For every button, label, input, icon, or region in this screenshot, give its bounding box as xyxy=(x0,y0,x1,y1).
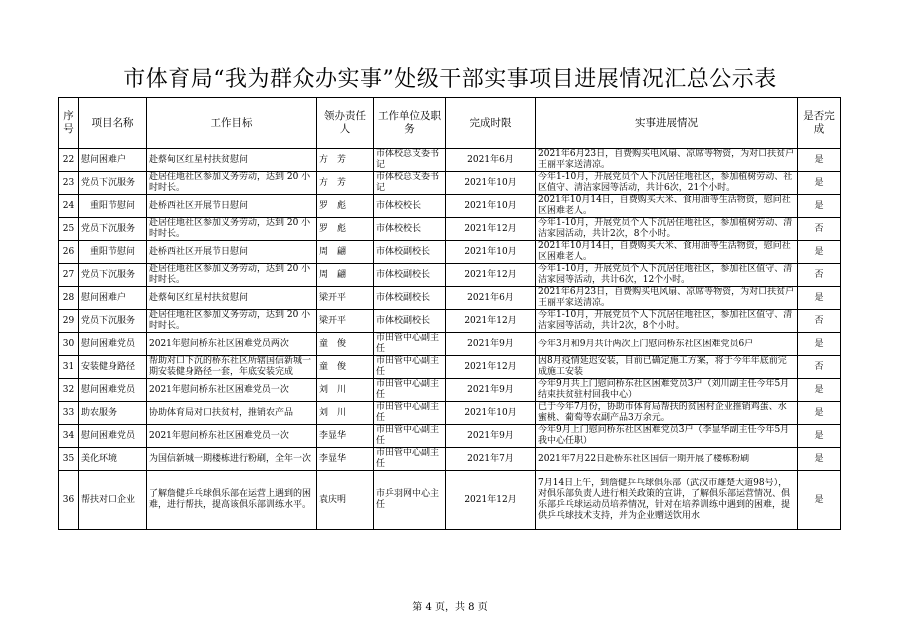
cell-no: 24 xyxy=(59,195,79,218)
cell-no: 29 xyxy=(59,310,79,333)
cell-goal: 为国信新城一期楼栋进行粉刷，全年一次 xyxy=(147,448,317,471)
cell-deadline: 2021年7月 xyxy=(446,448,536,471)
cell-no: 35 xyxy=(59,448,79,471)
cell-progress: 因8月疫情延迟安装，目前已确定施工方案，将于今年年底前完成施工安装 xyxy=(538,356,787,377)
cell-goal: 2021年慰问桥东社区困难党员一次 xyxy=(147,425,317,448)
cell-no: 25 xyxy=(59,218,79,241)
cell-unit: 市田管中心副主任 xyxy=(374,402,446,425)
cell-deadline: 2021年6月 xyxy=(446,149,536,172)
cell-goal: 协助体育局对口扶贫村，推销农产品 xyxy=(147,402,317,425)
cell-done: 是 xyxy=(798,471,841,530)
cell-no: 28 xyxy=(59,287,79,310)
cell-done: 否 xyxy=(798,356,841,379)
table-row xyxy=(59,195,841,218)
cell-goal: 赴蔡甸区红星村扶贫慰问 xyxy=(147,149,317,172)
cell-goal: 2021年慰问桥东社区困难党员一次 xyxy=(147,379,317,402)
cell-project: 美化环境 xyxy=(79,448,147,471)
cell-progress: 今年1-10月，开展党员个人下沉居住地社区，参加社区值守、清洁家园等活动，共计6次，12个小时。 xyxy=(538,264,793,285)
header-no: 序号 xyxy=(59,98,79,149)
cell-project: 党员下沉服务 xyxy=(79,310,147,333)
cell-project: 重阳节慰问 xyxy=(79,195,147,218)
cell-done: 是 xyxy=(798,402,841,425)
cell-no: 36 xyxy=(59,471,79,530)
cell-progress: 2021年10月14日，自费购买大米、食用油等生活物资，慰问社区困难老人。 xyxy=(538,195,791,216)
cell-deadline: 2021年6月 xyxy=(446,287,536,310)
cell-unit: 市田管中心副主任 xyxy=(374,379,446,402)
cell-done: 是 xyxy=(798,241,841,264)
header-done: 是否完成 xyxy=(798,98,841,149)
cell-leader: 梁开平 xyxy=(317,287,374,310)
cell-no: 34 xyxy=(59,425,79,448)
cell-unit: 市田管中心副主任 xyxy=(374,356,446,379)
table-row xyxy=(59,402,841,425)
header-deadline: 完成时限 xyxy=(446,98,536,149)
cell-leader: 刘 川 xyxy=(317,379,374,402)
table-row xyxy=(59,287,841,310)
cell-done: 是 xyxy=(798,195,841,218)
cell-unit: 市体校校长 xyxy=(374,195,446,218)
progress-table xyxy=(58,97,841,530)
table-row xyxy=(59,172,841,195)
page-footer: 第 4 页，共 8 页 xyxy=(412,602,488,613)
cell-project: 重阳节慰问 xyxy=(79,241,147,264)
table-row xyxy=(59,218,841,241)
cell-unit: 市体校副校长 xyxy=(374,264,446,287)
cell-no: 22 xyxy=(59,149,79,172)
cell-no: 33 xyxy=(59,402,79,425)
cell-unit: 市田管中心副主任 xyxy=(374,425,446,448)
cell-leader: 童 俊 xyxy=(317,333,374,356)
cell-leader: 周 翩 xyxy=(317,241,374,264)
table-row xyxy=(59,356,841,379)
cell-progress: 今年9月上门慰问桥东社区困难党员3户（李显华副主任今年5月我中心任职） xyxy=(538,425,790,446)
cell-leader: 周 翩 xyxy=(317,264,374,287)
header-project: 项目名称 xyxy=(79,98,147,149)
cell-progress: 2021年6月23日，自费购买电风扇、凉席等物资，为对口扶贫户王丽平家送清凉。 xyxy=(538,287,795,308)
cell-deadline: 2021年12月 xyxy=(446,264,536,287)
cell-progress: 2021年7月22日赴桥东社区国信一期开展了楼栋粉刷 xyxy=(538,453,750,464)
cell-leader: 罗 彪 xyxy=(317,218,374,241)
cell-deadline: 2021年12月 xyxy=(446,310,536,333)
cell-project: 党员下沉服务 xyxy=(79,218,147,241)
cell-goal: 赴居住地社区参加义务劳动，达到 20 小时时长。 xyxy=(147,264,317,287)
cell-done: 是 xyxy=(798,172,841,195)
cell-leader: 刘 川 xyxy=(317,402,374,425)
cell-project: 慰问困难户 xyxy=(79,287,147,310)
cell-deadline: 2021年12月 xyxy=(446,356,536,379)
cell-project: 党员下沉服务 xyxy=(79,264,147,287)
cell-leader: 罗 彪 xyxy=(317,195,374,218)
cell-deadline: 2021年9月 xyxy=(446,379,536,402)
table-row xyxy=(59,379,841,402)
table-header-row xyxy=(59,98,841,149)
cell-leader: 方 芳 xyxy=(317,172,374,195)
cell-goal: 赴桥西社区开展节日慰问 xyxy=(147,195,317,218)
cell-project: 党员下沉服务 xyxy=(79,172,147,195)
cell-progress: 今年3月和9月共计两次上门慰问桥东社区困难党员6户 xyxy=(538,338,754,349)
table-row xyxy=(59,310,841,333)
cell-no: 32 xyxy=(59,379,79,402)
cell-done: 是 xyxy=(798,379,841,402)
cell-project: 慰问困难党员 xyxy=(79,425,147,448)
cell-goal: 了解詹健乒乓球俱乐部在运营上遇到的困难，进行帮扶，提高该俱乐部训练水平。 xyxy=(147,471,317,530)
cell-project: 慰问困难户 xyxy=(79,149,147,172)
cell-progress: 今年1-10月，开展党员个人下沉居住地社区，参加植树劳动、清洁家园活动，共计2次，8个小时。 xyxy=(538,218,793,239)
cell-deadline: 2021年10月 xyxy=(446,402,536,425)
cell-unit: 市乒羽网中心主任 xyxy=(374,471,446,530)
cell-done: 是 xyxy=(798,448,841,471)
header-progress: 实事进展情况 xyxy=(536,98,798,149)
cell-deadline: 2021年12月 xyxy=(446,471,536,530)
header-goal: 工作目标 xyxy=(147,98,317,149)
cell-progress: 已于今年7月份，协助市体育局帮扶的贫困村企业推销鸡蛋、水蜜桃、葡萄等农副产品3万余元。 xyxy=(538,402,787,423)
table-row xyxy=(59,241,841,264)
cell-no: 26 xyxy=(59,241,79,264)
cell-deadline: 2021年10月 xyxy=(446,195,536,218)
cell-done: 否 xyxy=(798,218,841,241)
cell-unit: 市体校总支委书记 xyxy=(374,149,446,172)
cell-progress: 今年1-10月，开展党员个人下沉居住地社区，参加植树劳动、社区值守、清洁家园等活动，共计6次，21个小时。 xyxy=(538,172,793,193)
cell-deadline: 2021年10月 xyxy=(446,172,536,195)
cell-goal: 赴居住地社区参加义务劳动，达到 20 小时时长。 xyxy=(147,218,317,241)
cell-leader: 袁庆明 xyxy=(317,471,374,530)
cell-project: 慰问困难党员 xyxy=(79,333,147,356)
cell-deadline: 2021年9月 xyxy=(446,425,536,448)
cell-no: 27 xyxy=(59,264,79,287)
cell-unit: 市田管中心副主任 xyxy=(374,448,446,471)
cell-unit: 市体校总支委书记 xyxy=(374,172,446,195)
cell-done: 否 xyxy=(798,310,841,333)
cell-goal: 赴居住地社区参加义务劳动，达到 20 小时时长。 xyxy=(147,310,317,333)
cell-no: 30 xyxy=(59,333,79,356)
header-leader: 领办责任人 xyxy=(317,98,374,149)
cell-progress: 2021年6月23日，自费购买电风扇、凉席等物资，为对口扶贫户王丽平家送清凉。 xyxy=(538,149,795,170)
cell-leader: 李显华 xyxy=(317,448,374,471)
cell-project: 安装健身路径 xyxy=(79,356,147,379)
cell-goal: 赴蔡甸区红星村扶贫慰问 xyxy=(147,287,317,310)
cell-deadline: 2021年9月 xyxy=(446,333,536,356)
cell-leader: 方 芳 xyxy=(317,149,374,172)
cell-done: 是 xyxy=(798,333,841,356)
cell-unit: 市田管中心副主任 xyxy=(374,333,446,356)
cell-goal: 赴居住地社区参加义务劳动，达到 20 小时时长。 xyxy=(147,172,317,195)
table-row xyxy=(59,471,841,530)
table-row xyxy=(59,264,841,287)
table-row xyxy=(59,149,841,172)
cell-progress: 2021年10月14日，自费购买大米、食用油等生活物资，慰问社区困难老人。 xyxy=(538,241,791,262)
cell-leader: 李显华 xyxy=(317,425,374,448)
table-row xyxy=(59,448,841,471)
cell-done: 否 xyxy=(798,264,841,287)
cell-progress: 今年9月共上门慰问桥东社区困难党员3户（刘川副主任今年5月结束扶贫驻村回我中心） xyxy=(538,379,790,400)
cell-done: 是 xyxy=(798,149,841,172)
header-unit: 工作单位及职务 xyxy=(374,98,446,149)
cell-unit: 市体校副校长 xyxy=(374,287,446,310)
cell-done: 是 xyxy=(798,425,841,448)
cell-goal: 2021年慰问桥东社区困难党员两次 xyxy=(147,333,317,356)
cell-leader: 梁开平 xyxy=(317,310,374,333)
cell-leader: 童 俊 xyxy=(317,356,374,379)
cell-goal: 帮助对口下沉的桥东社区所辖国信新城一期安装健身路径一套，年底安装完成 xyxy=(149,356,312,377)
cell-unit: 市体校副校长 xyxy=(374,241,446,264)
cell-unit: 市体校副校长 xyxy=(374,310,446,333)
cell-project: 助农服务 xyxy=(79,402,147,425)
page-title: 市体育局“我为群众办实事”处级干部实事项目进展情况汇总公示表 xyxy=(123,67,777,92)
cell-progress: 7月14日上午，到詹健乒乓球俱乐部（武汉市雄楚大道98号），对俱乐部负责人进行相关政策的宣讲，了解俱乐部运营情况、俱乐部乒乓球运动员培养情况，针对在培养训练中遇到的困难，提供乒乓球技术支持，并为企业赠送饮用水 xyxy=(538,478,791,521)
cell-done: 是 xyxy=(798,287,841,310)
table-row xyxy=(59,333,841,356)
cell-progress: 今年1-10月，开展党员个人下沉居住地社区，参加社区值守、清洁家园等活动，共计2次，8个小时。 xyxy=(538,310,793,331)
cell-project: 慰问困难党员 xyxy=(79,379,147,402)
cell-no: 23 xyxy=(59,172,79,195)
cell-no: 31 xyxy=(59,356,79,379)
cell-deadline: 2021年12月 xyxy=(446,218,536,241)
cell-unit: 市体校校长 xyxy=(374,218,446,241)
cell-goal: 赴桥西社区开展节日慰问 xyxy=(147,241,317,264)
table-row xyxy=(59,425,841,448)
cell-deadline: 2021年10月 xyxy=(446,241,536,264)
cell-project: 帮扶对口企业 xyxy=(79,471,147,530)
